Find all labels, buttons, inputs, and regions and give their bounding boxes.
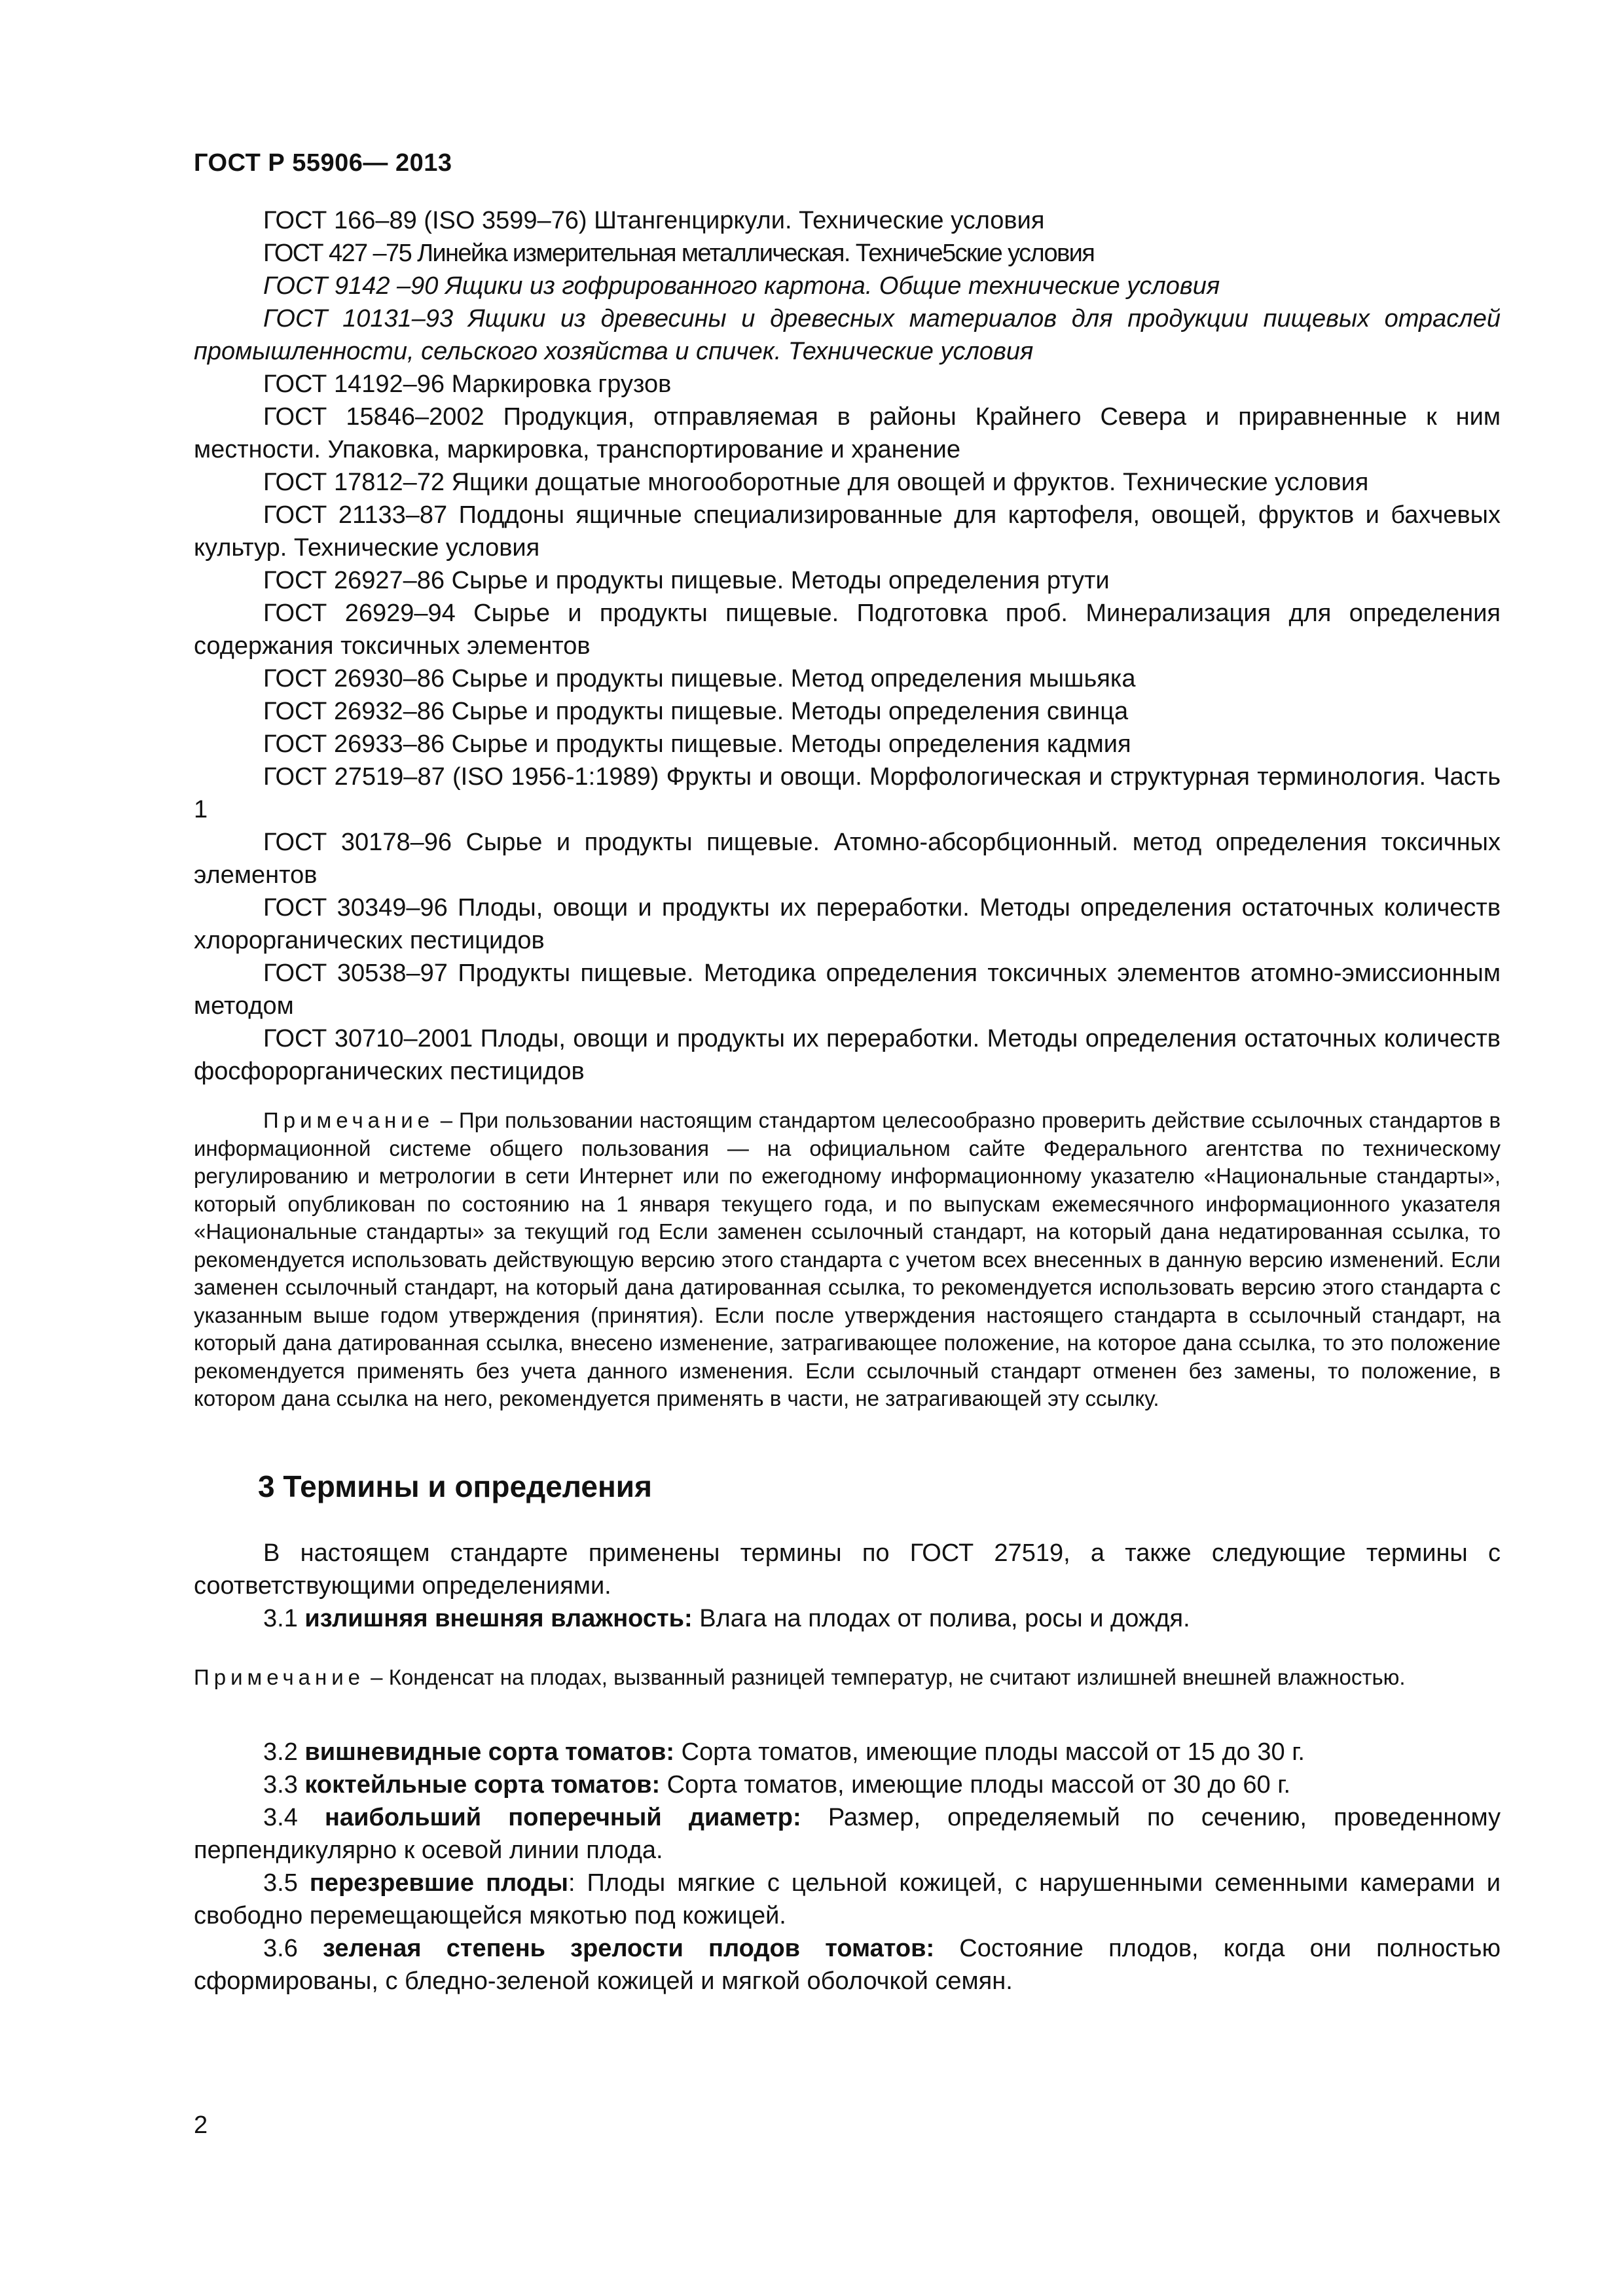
page-number: 2 (194, 2111, 208, 2139)
term-text: Состояние плодов, когда они полностью сформированы, с бледно-зеленой кожицей и мягкой оболочкой семян. (194, 1935, 1501, 1995)
reference-item: ГОСТ 10131–93 Ящики из древесины и древесных материалов для продукции пищевых отраслей промышленности, сельского хозяйства и спичек. Технические условия (194, 305, 1501, 365)
section-heading: 3 Термины и определения (258, 1469, 652, 1503)
term-name: вишневидные сорта томатов: (304, 1738, 675, 1766)
reference-item: ГОСТ 17812–72 Ящики дощатые многооборотные для овощей и фруктов. Технические условия (263, 469, 1369, 496)
term-text: Влага на плодах от полива, росы и дождя. (692, 1605, 1190, 1632)
term-name: коктейльные сорта томатов: (304, 1771, 661, 1799)
reference-item: ГОСТ 15846–2002 Продукция, отправляемая в районы Крайнего Севера и приравненные к ним местности. Упаковка, маркировка, транспортирование и хранение (194, 403, 1501, 463)
term-note (194, 1664, 1501, 1691)
reference-item: ГОСТ 26929–94 Сырье и продукты пищевые. Подготовка проб. Минерализация для определения содержания токсичных элементов (194, 600, 1501, 660)
reference-item: ГОСТ 21133–87 Поддоны ящичные специализированные для картофеля, овощей, фруктов и бахчевых культур. Технические условия (194, 501, 1501, 562)
note-text: – При пользовании настоящим стандартом целесообразно проверить действие ссылочных стандартов в информационной системе общего пользования — на официальном сайте Федерального агентства по техническому регулированию и метрологии в сети Интернет или по ежегодному информационному указателю «Национальные стандарты», который опубликован по состоянию на 1 января текущего года, и по выпускам ежемесячного информационного указателя «Национальные стандарты» за текущий год Если заменен ссылочный стандарт, на который дана недатированная ссылка, то рекомендуется использовать действующую версию этого стандарта с учетом всех внесенных в данную версию изменений. Если заменен ссылочный стандарт, на который дана датированная ссылка, то рекомендуется использовать версию этого стандарта с указанным выше годом утверждения (принятия). Если после утверждения настоящего стандарта в ссылочный стандарт, на который дана датированная ссылка, внесено изменение, затрагивающее положение, на которое дана ссылка, то это положение рекомендуется применять без учета данного изменения. Если ссылочный стандарт отменен без замены, то положение, в котором дана ссылка на него, рекомендуется применять в части, не затрагивающей эту ссылку. (194, 1108, 1501, 1410)
definitions-list (194, 1736, 1501, 1998)
term-definition (194, 1867, 1501, 1932)
term-number: 3.3 (263, 1771, 305, 1799)
reference-item: ГОСТ 30349–96 Плоды, овощи и продукты их переработки. Методы определения остаточных количеств хлорорганических пестицидов (194, 894, 1501, 954)
reference-item: ГОСТ 27519–87 (ISO 1956-1:1989) Фрукты и овощи. Морфологическая и структурная терминология. Часть 1 (194, 763, 1501, 823)
term-definition (194, 1801, 1501, 1867)
term-name: перезревшие плоды (309, 1869, 568, 1897)
reference-item: ГОСТ 30538–97 Продукты пищевые. Методика определения токсичных элементов атомно-эмиссионным методом (194, 960, 1501, 1020)
term-number: 3.4 (263, 1804, 325, 1831)
term-name: излишняя внешняя влажность: (304, 1605, 693, 1632)
term-name: зеленая степень зрелости плодов томатов: (323, 1935, 935, 1962)
term-text: : Плоды мягкие с цельной кожицей, с нарушенными семенными камерами и свободно перемещающейся мякотью под кожицей. (194, 1869, 1501, 1929)
reference-item: ГОСТ 9142 –90 Ящики из гофрированного картона. Общие технические условия (263, 272, 1220, 300)
reference-item: ГОСТ 26933–86 Сырье и продукты пищевые. Методы определения кадмия (263, 730, 1131, 758)
normative-references-list (194, 204, 1501, 1088)
term-definition (194, 1602, 1501, 1635)
term-number: 3.5 (263, 1869, 310, 1897)
reference-item: ГОСТ 166–89 (ISO 3599–76) Штангенциркули. Технические условия (263, 207, 1045, 234)
note-text: – Конденсат на плодах, вызванный разницей температур, не считают излишней внешней влажностью. (365, 1665, 1406, 1689)
term-text: Размер, определяемый по сечению, проведенному перпендикулярно к осевой линии плода. (194, 1804, 1501, 1864)
reference-item: ГОСТ 30178–96 Сырье и продукты пищевые. Атомно-абсорбционный. метод определения токсичных элементов (194, 829, 1501, 889)
section-intro: В настоящем стандарте применены термины по ГОСТ 27519, а также следующие термины с соответствующими определениями. (194, 1539, 1501, 1600)
standard-header: ГОСТ Р 55906— 2013 (194, 149, 452, 177)
note-label: Примечание (263, 1108, 435, 1132)
reference-item: ГОСТ 427 –75 Линейка измерительная металлическая. Техниче5ские условия (263, 240, 1095, 267)
term-name: наибольший поперечный диаметр: (324, 1804, 801, 1831)
term-number: 3.2 (263, 1738, 305, 1766)
term-definition (194, 1736, 1501, 1768)
term-text: Сорта томатов, имеющие плоды массой от 30 до 60 г. (660, 1771, 1291, 1799)
reference-item: ГОСТ 30710–2001 Плоды, овощи и продукты их переработки. Методы определения остаточных количеств фосфорорганических пестицидов (194, 1025, 1501, 1085)
reference-item: ГОСТ 26927–86 Сырье и продукты пищевые. Методы определения ртути (263, 567, 1110, 594)
term-definition (194, 1768, 1501, 1801)
note-label: Примечание (194, 1665, 365, 1689)
term-number: 3.1 (263, 1605, 305, 1632)
reference-item: ГОСТ 26932–86 Сырье и продукты пищевые. Методы определения свинца (263, 698, 1129, 725)
term-text: Сорта томатов, имеющие плоды массой от 15 до 30 г. (674, 1738, 1305, 1766)
term-definition (194, 1932, 1501, 1998)
references-note (194, 1107, 1501, 1413)
term-number: 3.6 (263, 1935, 323, 1962)
reference-item: ГОСТ 26930–86 Сырье и продукты пищевые. Метод определения мышьяка (263, 665, 1136, 692)
section-intro-block (194, 1537, 1501, 1635)
reference-item: ГОСТ 14192–96 Маркировка грузов (263, 370, 672, 398)
